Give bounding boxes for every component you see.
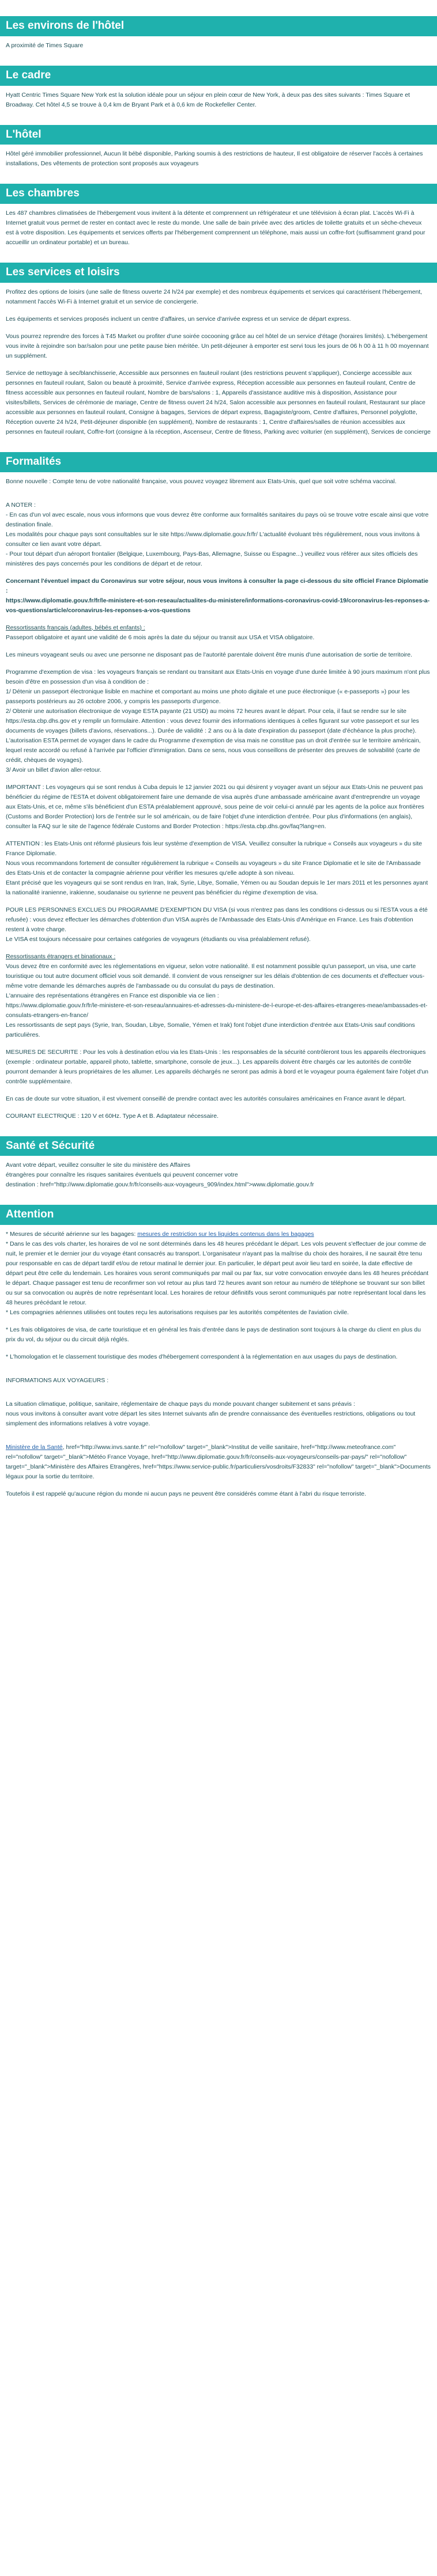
section-title-sante: Santé et Sécurité	[0, 1136, 437, 1156]
attention-bagages-label: * Mesures de sécurité aérienne sur les bagages:	[6, 1231, 138, 1238]
formalites-binationaux-title: Ressortissants étrangers et binationaux :	[6, 953, 116, 960]
liquids-restriction-link[interactable]: mesures de restriction sur les liquides contenus dans les bagages	[137, 1231, 314, 1238]
services-text-1: Profitez des options de loisirs (une salle de fitness ouverte 24 h/24 par exemple) et des nombreux équipements et services qui caractérisent l'hébergement, notamment l'accès Wi-Fi à Internet gratuit et un service de conciergerie.	[6, 288, 423, 305]
formalites-text-1: Bonne nouvelle : Compte tenu de votre nationalité française, vous pouvez voyagez librement aux Etats-Unis, quel que soit votre schéma vaccinal.	[6, 477, 397, 485]
hotel-text: Hôtel géré immobilier professionnel, Aucun lit bébé disponible, Parking soumis à des restrictions de hauteur, Il est obligatoire de réserver l'accès à certaines installations, Des vêtements de protection sont proposés aux voyageurs	[6, 150, 423, 168]
formalites-text-10: Vous devez être en conformité avec les réglementations en vigueur, selon votre nationalité. Il est notamment possible qu'un passeport, un visa, une carte touristique ou tout autre document officiel vous soit demandé. Il convient de vous renseigner sur les délais d'obtention de ces documents et d'effectuer vous-même votre demande les démarches auprès de l'ambassade ou du consulat du pays de destination. L'annuaire des représentations étrangères en France est disponible via ce lien : https://www.diplomatie.gouv.fr/fr/le-ministere-et-son-reseau/annuaires-et-adresses-du-ministere-de-l-europe-et-des-affaires-etrangeres-meae/ambassades-et-consulats-etrangers-en-france/ Les ressortissants de sept pays (Syrie, Iran, Soudan, Libye, Somalie, Yémen et Irak) font l'objet d'une interdiction d'entrée aux Etats-Unis sauf conditions particulières.	[6, 962, 428, 1038]
formalites-text-5: Les mineurs voyageant seuls ou avec une personne ne disposant pas de l'autorité parentale doivent être munis d'une autorisation de sortie de territoire.	[6, 651, 413, 658]
section-title-formalites: Formalités	[0, 452, 437, 472]
sante-text: Avant votre départ, veuillez consulter le site du ministère des Affaires étrangères pour connaître les risques sanitaires éventuels qui peuvent concerner votre destination : href="http://www.diplomatie.gouv.fr/fr/conseils-aux-voyageurs_909/index.html">www.diplomatie.gouv.fr	[6, 1162, 314, 1189]
formalites-text-9: POUR LES PERSONNES EXCLUES DU PROGRAMME D'EXEMPTION DU VISA (si vous n'entrez pas dans les conditions ci-dessus ou si l'ESTA vous a été refusée) : vous devez effectuer les démarches d'obtention d'un VISA auprès de l'Ambassade des Etats-Unis d'Amérique en France. Les frais d'obtention restent à votre charge. Le VISA est toujours nécessaire pour certaines catégories de voyageurs (étudiants ou visa préalablement refusé).	[6, 906, 428, 943]
ministere-sante-link[interactable]: Ministère de la Santé	[6, 1444, 63, 1451]
formalites-ressortissants-block	[6, 623, 431, 643]
services-text-4: Service de nettoyage à sec/blanchisserie, Accessible aux personnes en fauteuil roulant (des restrictions peuvent s'appliquer), Concierge accessible aux personnes en fauteuil roulant, Salon ou beauté à proximité, Service d'arrivée express, Réception accessible aux personnes en fauteuil roulant, Centre de fitness accessible aux personnes en fauteuil roulant, Nombre de bars/salons : 1, Appareils d'assistance auditive mis à disposition, Assistance pour visites/billets, Services de cérémonie de mariage, Centre de fitness ouvert 24 h/24, Salon accessible aux personnes en fauteuil roulant, Restaurant sur place accessible aux personnes en fauteuil roulant, Consigne à bagages, Services de départ express, Bagagiste/groom, Centre d'affaires, Personnel polyglotte, Réception ouverte 24 h/24, Petit-déjeuner disponible (en supplément), Nombre de restaurants : 1, Centre d'affaires/salles de réunion accessibles aux personnes en fauteuil roulant, Coffre-fort (consigne à la réception, Ascenseur, Centre de fitness, Parking avec voiturier (en supplément), Services de concierge	[6, 369, 431, 435]
formalites-text-13: COURANT ELECTRIQUE : 120 V et 60Hz. Type A et B. Adaptateur nécessaire.	[6, 1112, 219, 1120]
section-cadre	[0, 66, 437, 110]
section-formalites	[0, 452, 437, 1121]
formalites-text-8: ATTENTION : les Etats-Unis ont réformé plusieurs fois leur système d'exemption de VISA. Veuillez consulter la rubrique « Conseils aux voyageurs » du site France Diplomatie. Nous vous recommandons fortement de consulter régulièrement la rubrique « Conseils au voyageurs » du site France Diplomatie et le site de l'Ambassade des Etats-Unis et de contacter la compagnie aérienne pour vérifier les mesures qu'elle adopte à son niveau. Etant précisé que les voyageurs qui se sont rendus en Iran, Irak, Syrie, Libye, Somalie, Yémen ou au Soudan depuis le 1er mars 2011 et les personnes ayant la nationalité iranienne, irakienne, soudanaise ou syrienne ne peuvent pas bénéficier du régime d'exemption de visa.	[6, 840, 428, 896]
formalites-binationaux-block	[6, 952, 431, 1040]
section-services	[0, 263, 437, 437]
formalites-text-12: En cas de doute sur votre situation, il est vivement conseillé de prendre contact avec les autorités consulaires américaines en France avant le départ.	[6, 1095, 406, 1102]
formalites-text-7: IMPORTANT : Les voyageurs qui se sont rendus à Cuba depuis le 12 janvier 2021 ou qui désirent y voyager avant un séjour aux Etats-Unis ne peuvent pas bénéficier du régime de l'ESTA et doivent obligatoirement faire une demande de visa auprès d'une ambassade américaine avant d'entreprendre un voyage aux Etats-Unis, et ce, même s'ils bénéficient d'un ESTA préalablement approuvé, sous peine de voir celui-ci annulé par les agents de la police aux frontières (Customs and Border Protection) lors de l'entrée sur le sol américain, ou de faire l'objet d'une interdiction d'entrée. Pour plus d'informations (en anglais), consulter la FAQ sur le site de l'agence fédérale Customs and Border Protection : https://esta.cbp.dhs.gov/faq?lang=en.	[6, 783, 424, 830]
services-text-2: Les équipements et services proposés incluent un centre d'affaires, un service d'arrivée express et un service de départ express.	[6, 315, 351, 323]
formalites-text-2: A NOTER : - En cas d'un vol avec escale, nous vous informons que vous devrez être conforme aux formalités sanitaires du pays où se trouve votre escale ainsi que votre destination finale. Les modalités pour chaque pays sont consultables sur le site https://www.diplomatie.gouv.fr/fr/ L'actualité évoluant très régulièrement, nous vous invitons à consulter ce lien avant votre départ. - Pour tout départ d'un aéroport frontalier (Belgique, Luxembourg, Pays-Bas, Allemagne, Suisse ou Espagne...) veuillez vous référer aux sites officiels des ministères des pays concernés pour les conditions de départ et de retour.	[6, 501, 429, 567]
section-chambres	[0, 184, 437, 248]
section-attention	[0, 1205, 437, 1499]
section-title-cadre: Le cadre	[0, 66, 437, 86]
section-title-hotel: L'hôtel	[0, 125, 437, 145]
attention-text-4: INFORMATIONS AUX VOYAGEURS :	[6, 1377, 109, 1384]
formalites-covid-notice: Concernant l'éventuel impact du Coronavirus sur votre séjour, nous vous invitons à consulter la page ci-dessous du site officiel France Diplomatie : https://www.diplomatie.gouv.fr/fr/le-ministere-et-son-reseau/actualites-du-ministere/informations-coronavirus-covid-19/coronavirus-les-reponses-a-vos-questions/article/coronavirus-les-reponses-a-vos-questions	[6, 577, 430, 614]
cadre-text: Hyatt Centric Times Square New York est la solution idéale pour un séjour en plein cœur de New York, à deux pas des sites suivants : Times Square et Broadway. Cet hôtel 4,5 se trouve à 0,4 km de Bryant Park et à 0,6 km de Rockefeller Center.	[6, 91, 410, 108]
section-title-services: Les services et loisirs	[0, 263, 437, 283]
attention-text-5: La situation climatique, politique, sanitaire, réglementaire de chaque pays du monde pouvant changer subitement et sans préavis : nous vous invitons à consulter avant votre départ les sites Internet suivants afin de prendre connaissance des éventuelles restrictions, obligations ou tout simplement des informations relatives à votre voyage.	[6, 1401, 416, 1427]
attention-text-3: * L'homologation et le classement touristique des modes d'hébergement correspondent à la réglementation en aux usages du pays de destination.	[6, 1353, 398, 1360]
services-text-3: Vous pourrez reprendre des forces à T45 Market ou profiter d'une soirée cocooning grâce au cel hôtel de un service d'étage (horaires limités). L'hébergement vous invite à rejoindre son bar/salon pour une petite pause bien méritée. Un petit-déjeuner à emporter est servi tous les jours de 06 h 00 à 11 h 00 moyennant un supplément.	[6, 332, 429, 359]
attention-links-text: , href="http://www.invs.sante.fr" rel="nofollow" target="_blank">Institut de veille sanitaire, href="http://www.meteofrance.com" rel="nofollow" target="_blank">Météo France Voyage, href="http://www.diplomatie.gouv.fr/fr/conseils-aux-voyageurs/conseils-par-pays/" rel="nofollow" target="_blank">Ministère des Affaires Etrangères, href="https://www.service-public.fr/particuliers/vosdroits/F32833" rel="nofollow" target="_blank">Documents légaux pour la sortie du territoire.	[6, 1444, 431, 1480]
attention-text-2: * Les frais obligatoires de visa, de carte touristique et en général les frais d'entrée dans le pays de destination sont toujours à la charge du client en plus du prix du vol, du séjour ou du circuit déjà réglés.	[6, 1326, 421, 1343]
section-sante	[0, 1136, 437, 1190]
section-title-chambres: Les chambres	[0, 184, 437, 204]
chambres-text: Les 487 chambres climatisées de l'hébergement vous invitent à la détente et comprennent un réfrigérateur et une télévision à écran plat. L'accès Wi-Fi à Internet gratuit vous permet de rester en contact avec le reste du monde. Une salle de bain privée avec des articles de toilette gratuits et un sèche-cheveux est à votre disposition. Les équipements et services offerts par l'hébergement comprennent un téléphone, mais aussi un coffre-fort (suffisamment grand pour accueillir un ordinateur portable) et un bureau.	[6, 210, 425, 246]
formalites-ressortissants-title: Ressortissants français (adultes, bébés et enfants) :	[6, 624, 145, 631]
attention-text-1: * Dans le cas des vols charter, les horaires de vol ne sont déterminés dans les 48 heures précédant le départ. Les vols peuvent s'effectuer de jour comme de nuit, le premier et le dernier jour du voyage étant consacrés au transport. L'organisateur n'ayant pas la maîtrise du choix des horaires, il ne saurait être tenu pour responsable en cas de départ tardif et/ou de retour matinal le dernier jour. En particulier, le départ peut avoir lieu tard en soirée, la date effective de départ peut être celle du lendemain. Les horaires vous seront communiqués par mail ou par fax, sur votre convocation envoyée dans les 48 heures précédant le départ. Chaque passager est tenu de reconfirmer son vol retour au plus tard 72 heures avant son retour au numéro de téléphone se trouvant sur son billet ou sur sa convocation ou auprès de notre représentant local. Les horaires de retour définitifs vous seront communiqués par notre représentant local dans les 48 heures précédant le retour. * Les compagnies aériennes utilisées ont toutes reçu les autorisations requises par les autorités compétentes de l'aviation civile.	[6, 1240, 429, 1316]
environs-text: A proximité de Times Square	[6, 41, 84, 49]
section-title-environs: Les environs de l'hôtel	[0, 16, 437, 36]
formalites-text-6: Programme d'exemption de visa : les voyageurs français se rendant ou transitant aux Etats-Unis en voyage d'une durée limitée à 90 jours maximum n'ont plus besoin d'être en possession d'un visa à condition de : 1/ Détenir un passeport électronique lisible en machine et comportant au moins une photo digitale et une puce électronique (« e-passeports ») pour les passeports postérieurs au 26 octobre 2006, y compris les passeports d'urgence. 2/ Obtenir une autorisation électronique de voyage ESTA payante (21 USD) au moins 72 heures avant le départ. Pour cela, il faut se rendre sur le site https://esta.cbp.dhs.gov et y remplir un formulaire. Attention : vous devez fournir des informations identiques à celles figurant sur votre passeport et sur les documents de voyages (billets d'avions, réservations...). Durée de validité : 2 ans ou à la date d'expiration du passeport (date d'échéance la plus proche). L'autorisation ESTA permet de voyager dans le cadre du Programme d'exemption de visa mais ne constitue pas un droit d'entrée sur le territoire américain, lequel reste accordé ou refusé à l'arrivée par l'officier d'immigration. Dans ce sens, nous vous conseillons de présenter des preuves de solvabilité (carte de crédit, chèques de voyages). 3/ Avoir un billet d'avion aller-retour.	[6, 668, 430, 773]
formalites-text-11: MESURES DE SECURITE : Pour les vols à destination et/ou via les Etats-Unis : les responsables de la sécurité contrôleront tous les appareils électroniques (exemple : ordinateur portable, appareil photo, tablette, smartphone, console de jeux...). Les appareils doivent être chargés car les autorités de contrôle pourront demander à leurs propriétaires de les allumer. Les appareils déchargés ne seront pas admis à bord et le voyageur pourra également faire l'objet d'un contrôle supplémentaire.	[6, 1048, 429, 1085]
section-hotel	[0, 125, 437, 169]
section-environs	[0, 16, 437, 51]
section-title-attention: Attention	[0, 1205, 437, 1225]
formalites-text-4: Passeport obligatoire et ayant une validité de 6 mois après la date du séjour ou transit aux USA et VISA obligatoire.	[6, 633, 315, 641]
attention-bagages-line	[6, 1230, 431, 1239]
travel-info-page	[0, 16, 437, 1518]
attention-links-block	[6, 1443, 431, 1482]
attention-text-7: Toutefois il est rappelé qu'aucune région du monde ni aucun pays ne peuvent être considérés comme étant à l'abri du risque terroriste.	[6, 1490, 367, 1497]
